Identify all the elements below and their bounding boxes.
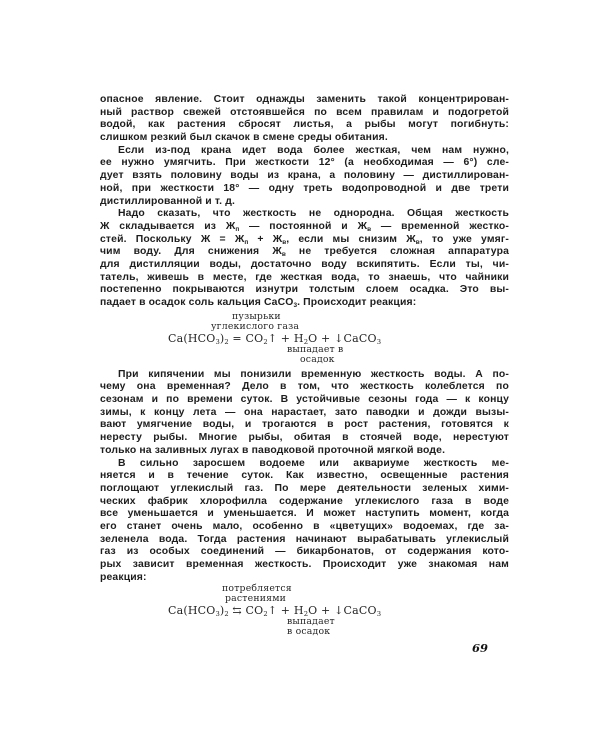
text-line: все уменьшается и уменьшается. И может наступить момент, когда <box>100 508 509 520</box>
reaction-1 <box>168 312 509 365</box>
text-line: чим воду. Для снижения $Ж_в$ не требуется сложная аппаратура <box>100 246 509 259</box>
formula-label: в осадок <box>287 626 331 638</box>
text-line: рых зависит временная жесткость. Происходит уже знакомая нам <box>100 559 509 570</box>
text-line: для дистилляции воды, достаточно воду вскипятить. Если ты, чи- <box>100 258 509 270</box>
text-line: ческих фабрик хлорофилла содержание углекислого газа в воде <box>100 495 509 507</box>
text-column <box>100 94 509 637</box>
formula-label: потребляется <box>222 583 292 595</box>
page-number: 69 <box>472 641 489 655</box>
text-line: При кипячении мы понизили временную жесткость воды. А по- <box>118 368 509 380</box>
text-line: зеленела вода. Тогда растения начинают вырабатывать углекислый <box>100 533 509 545</box>
text-line: стей. Поскольку $Ж = Ж_п + Ж_в$, если мы снизим $Ж_в$, то уже умяг- <box>100 233 509 246</box>
text-line: реакция: <box>100 571 147 583</box>
equation: $Ca(HCO_3)_2$ = $CO_2↑ + H_2O$ + ↓CaCO$_3$ <box>168 331 382 346</box>
text-line: Если из-под крана идет вода более жесткая, чем нам нужно, <box>118 144 509 156</box>
text-line: зимы, к концу лета — она нарастает, зато паводки и дожди вызы- <box>100 406 509 418</box>
text-line: В сильно заросшем водоеме или аквариуме жесткость ме- <box>118 457 509 469</box>
text-line: поглощают углекислый газ. По мере деятельности зеленых хими- <box>100 482 509 494</box>
equation: $Ca(HCO_3)_2$ ⇆ $CO_2↑ + H_2O$ + ↓CaCO$_3$ <box>168 604 382 619</box>
reaction-2 <box>168 584 509 637</box>
text-line: дистиллированной и т. д. <box>100 195 236 207</box>
text-line: няется и в течение суток. Как известно, освещенные растения <box>100 470 509 482</box>
text-line: сезонам и по времени суток. В устойчивые сезоны года — к концу <box>100 394 509 406</box>
text-line: ее нужно умягчить. При жесткости 12° (а необходимая — 6°) сле- <box>100 157 509 169</box>
formula-label: выпадает в <box>287 343 344 355</box>
text-line: газ из особых соединений — бикарбонатов, от содержания кото- <box>100 546 509 558</box>
text-line: ной, при жесткости 18° — одну треть водопроводной и две трети <box>100 182 509 194</box>
formula-label: осадок <box>300 353 335 365</box>
text-line: падает в осадок соль кальция CaCO$_3$. Происходит реакция: <box>100 297 417 309</box>
formula-label: растениями <box>225 593 287 605</box>
text-line: слишком резкий был скачок в смене среды обитания. <box>100 132 388 144</box>
text-line: только на заливных лугах в паводковой проточной мягкой воде. <box>100 444 446 456</box>
text-line: постепенно покрываются изнутри толстым слоем осадка. Это вы- <box>100 284 509 296</box>
text-line: ный раствор свежей отстоявшейся по всем правилам и подогретой <box>100 106 509 118</box>
text-line: Ж складывается из $Ж_п$ — постоянной и $Ж_в$ — временной жестко- <box>100 220 509 233</box>
text-line: вают умягчение воды, и трогаются в рост растения, готовятся к <box>100 419 509 431</box>
formula-label: пузырьки <box>232 310 281 322</box>
text-line: дует взять половину воды из крана, а половину — дистиллирован- <box>100 170 509 182</box>
text-line: Надо сказать, что жесткость не однородна. Общая жесткость <box>118 208 509 220</box>
text-line: опасное явление. Стоит однажды заменить такой концентрирован- <box>100 94 509 105</box>
text-line: водой, как растения сбросят листья, а рыбы могут погибнуть: <box>100 119 509 131</box>
formula-label: углекислого газа <box>211 320 300 332</box>
text-line: нересту рыбы. Многие рыбы, обитая в стоячей воде, нерестуют <box>100 432 509 444</box>
text-line: татель, живешь в месте, где жесткая вода, то знаешь, что чайники <box>100 271 509 283</box>
formula-label: выпадает <box>287 616 335 628</box>
text-line: его станет очень мало, особенно в «цветущих» водоемах, где за- <box>100 520 509 532</box>
text-line: чему она временная? Дело в том, что жесткость колеблется по <box>100 381 509 393</box>
